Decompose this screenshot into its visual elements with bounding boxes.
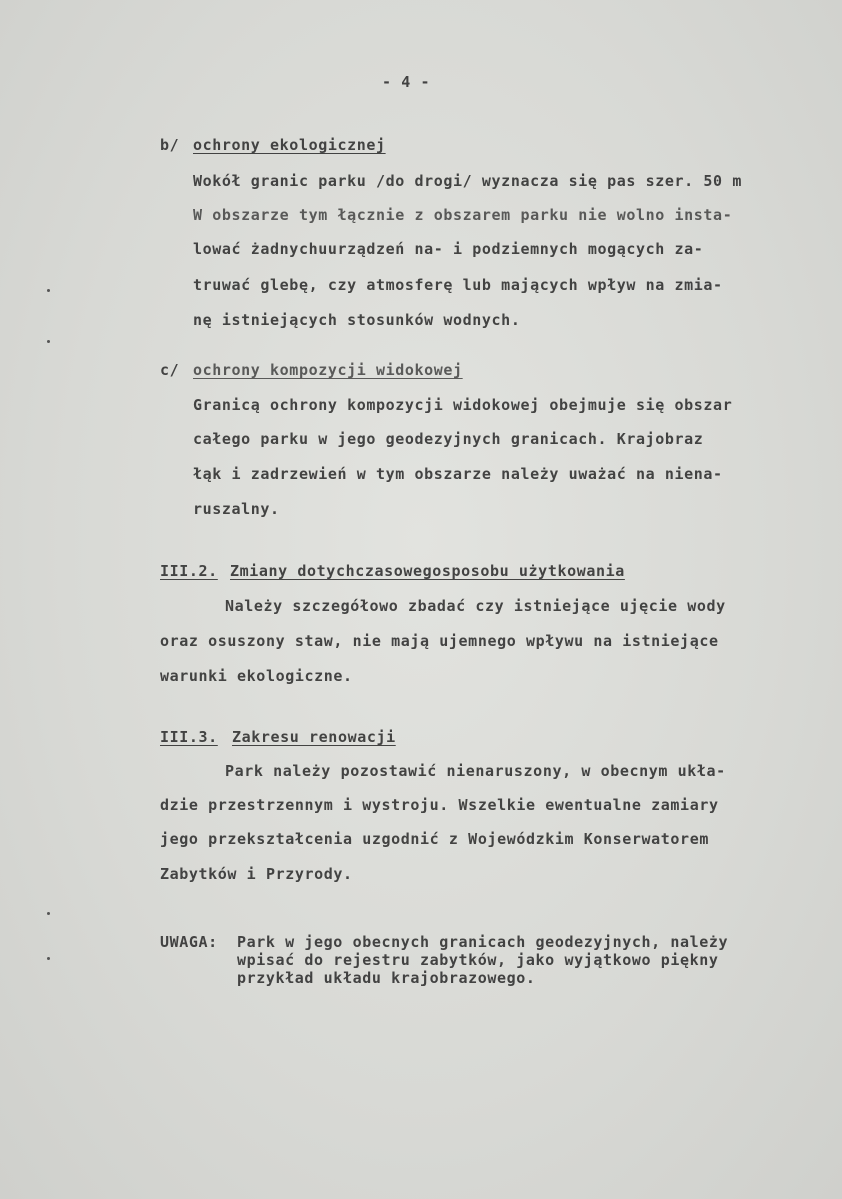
note-line: wpisać do rejestru zabytków, jako wyjątkowo piękny (237, 951, 719, 969)
section-b-line: Wokół granic parku /do drogi/ wyznacza się pas szer. 50 m (193, 172, 742, 190)
page-number: - 4 - (382, 73, 431, 91)
section-c-line: całego parku w jego geodezyjnych granicach. Krajobraz (193, 430, 704, 448)
section-b-marker: b/ (160, 136, 180, 154)
section-iii2-number: III.2. (160, 562, 218, 580)
margin-speck (47, 912, 50, 915)
section-b-line: nę istniejących stosunków wodnych. (193, 311, 521, 329)
section-iii2-line: warunki ekologiczne. (160, 667, 353, 685)
section-b-line: truwać glebę, czy atmosferę lub mających wpływ na zmia- (193, 276, 723, 294)
section-c-line: łąk i zadrzewień w tym obszarze należy uważać na niena- (193, 465, 723, 483)
section-c-line: ruszalny. (193, 500, 280, 518)
section-iii3-number: III.3. (160, 728, 218, 746)
section-b-line: W obszarze tym łącznie z obszarem parku nie wolno insta- (193, 206, 733, 224)
section-b-heading: ochrony ekologicznej (193, 136, 386, 154)
section-iii3-line: Zabytków i Przyrody. (160, 865, 353, 883)
section-c-line: Granicą ochrony kompozycji widokowej obejmuje się obszar (193, 396, 733, 414)
section-c-heading: ochrony kompozycji widokowej (193, 361, 463, 379)
note-label: UWAGA: (160, 933, 218, 951)
section-iii3-line: jego przekształcenia uzgodnić z Wojewódzkim Konserwatorem (160, 830, 709, 848)
note-line: przykład układu krajobrazowego. (237, 969, 536, 987)
section-b-line: lować żadnychuurządzeń na- i podziemnych mogących za- (193, 240, 704, 258)
margin-speck (47, 957, 50, 960)
section-iii2-heading: Zmiany dotychczasowegosposobu użytkowania (230, 562, 625, 580)
margin-speck (47, 289, 50, 292)
margin-speck (47, 340, 50, 343)
section-iii2-line: oraz osuszony staw, nie mają ujemnego wpływu na istniejące (160, 632, 719, 650)
section-iii3-line: Park należy pozostawić nienaruszony, w obecnym ukła- (225, 762, 726, 780)
note-line: Park w jego obecnych granicach geodezyjnych, należy (237, 933, 729, 951)
section-iii2-line: Należy szczegółowo zbadać czy istniejące ujęcie wody (225, 597, 726, 615)
section-c-marker: c/ (160, 361, 180, 379)
section-iii3-heading: Zakresu renowacji (232, 728, 396, 746)
section-iii3-line: dzie przestrzennym i wystroju. Wszelkie ewentualne zamiary (160, 796, 719, 814)
